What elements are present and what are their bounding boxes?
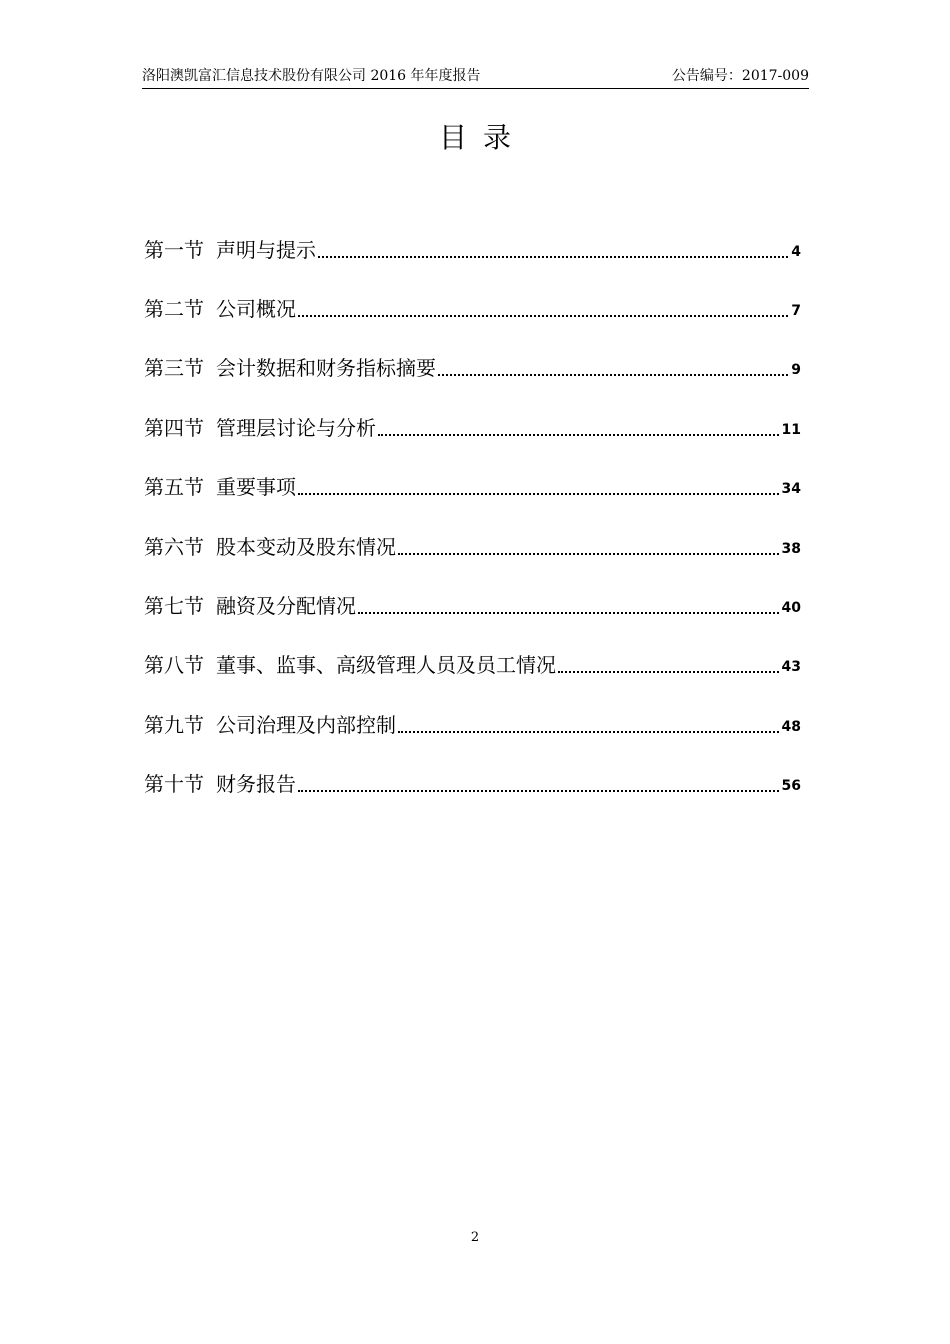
toc-section-name: 融资及分配情况 <box>216 594 356 619</box>
toc-dot-leader <box>298 788 779 792</box>
toc-section-name: 重要事项 <box>216 475 296 500</box>
toc-section-number: 第九节 <box>144 712 204 737</box>
toc-section-number: 第十节 <box>144 772 204 797</box>
toc-page-number: 7 <box>791 303 801 320</box>
header-company-report-title: 洛阳澳凯富汇信息技术股份有限公司 2016 年年度报告 <box>142 68 481 84</box>
toc-page-number: 34 <box>781 481 801 498</box>
toc-section-number: 第三节 <box>144 356 204 381</box>
toc-entry[interactable] <box>144 339 801 398</box>
toc-dot-leader <box>318 254 788 258</box>
toc-dot-leader <box>438 372 788 376</box>
toc-section-name: 董事、监事、高级管理人员及员工情况 <box>216 653 556 678</box>
toc-page-number: 48 <box>781 718 801 735</box>
toc-page-number: 9 <box>791 362 801 379</box>
toc-section-number: 第八节 <box>144 653 204 678</box>
toc-page-number: 43 <box>781 659 801 676</box>
toc-dot-leader <box>398 729 779 733</box>
toc-section-name: 管理层讨论与分析 <box>216 415 376 440</box>
toc-section-name: 会计数据和财务指标摘要 <box>216 356 436 381</box>
toc-entry[interactable] <box>144 636 801 695</box>
toc-page-number: 40 <box>781 600 801 617</box>
page-header <box>142 66 809 89</box>
toc-section-number: 第六节 <box>144 534 204 559</box>
toc-entry[interactable] <box>144 398 801 457</box>
toc-dot-leader <box>358 610 779 614</box>
toc-section-number: 第五节 <box>144 475 204 500</box>
toc-section-number: 第七节 <box>144 594 204 619</box>
toc-page-number: 11 <box>781 421 801 438</box>
toc-entry[interactable] <box>144 220 801 279</box>
toc-title: 目录 <box>438 121 527 154</box>
toc-section-number: 第二节 <box>144 297 204 322</box>
toc-section-name: 公司概况 <box>216 297 296 322</box>
toc-dot-leader <box>558 669 779 673</box>
header-announcement-number: 公告编号：2017-009 <box>671 68 809 84</box>
toc-entry[interactable] <box>144 576 801 635</box>
toc-entry[interactable] <box>144 458 801 517</box>
toc-page-number: 4 <box>791 243 801 260</box>
table-of-contents <box>144 220 801 814</box>
toc-entry[interactable] <box>144 755 801 814</box>
toc-entry[interactable] <box>144 695 801 754</box>
toc-dot-leader <box>298 313 788 317</box>
toc-entry[interactable] <box>144 517 801 576</box>
page-number: 2 <box>470 1230 480 1245</box>
toc-section-name: 股本变动及股东情况 <box>216 534 396 559</box>
toc-page-number: 56 <box>781 778 801 795</box>
toc-section-number: 第一节 <box>144 237 204 262</box>
toc-dot-leader <box>378 432 779 436</box>
toc-entry[interactable] <box>144 279 801 338</box>
toc-section-number: 第四节 <box>144 415 204 440</box>
toc-dot-leader <box>298 491 779 495</box>
toc-section-name: 财务报告 <box>216 772 296 797</box>
toc-section-name: 公司治理及内部控制 <box>216 712 396 737</box>
toc-section-name: 声明与提示 <box>216 237 316 262</box>
toc-dot-leader <box>398 551 779 555</box>
toc-page-number: 38 <box>781 540 801 557</box>
